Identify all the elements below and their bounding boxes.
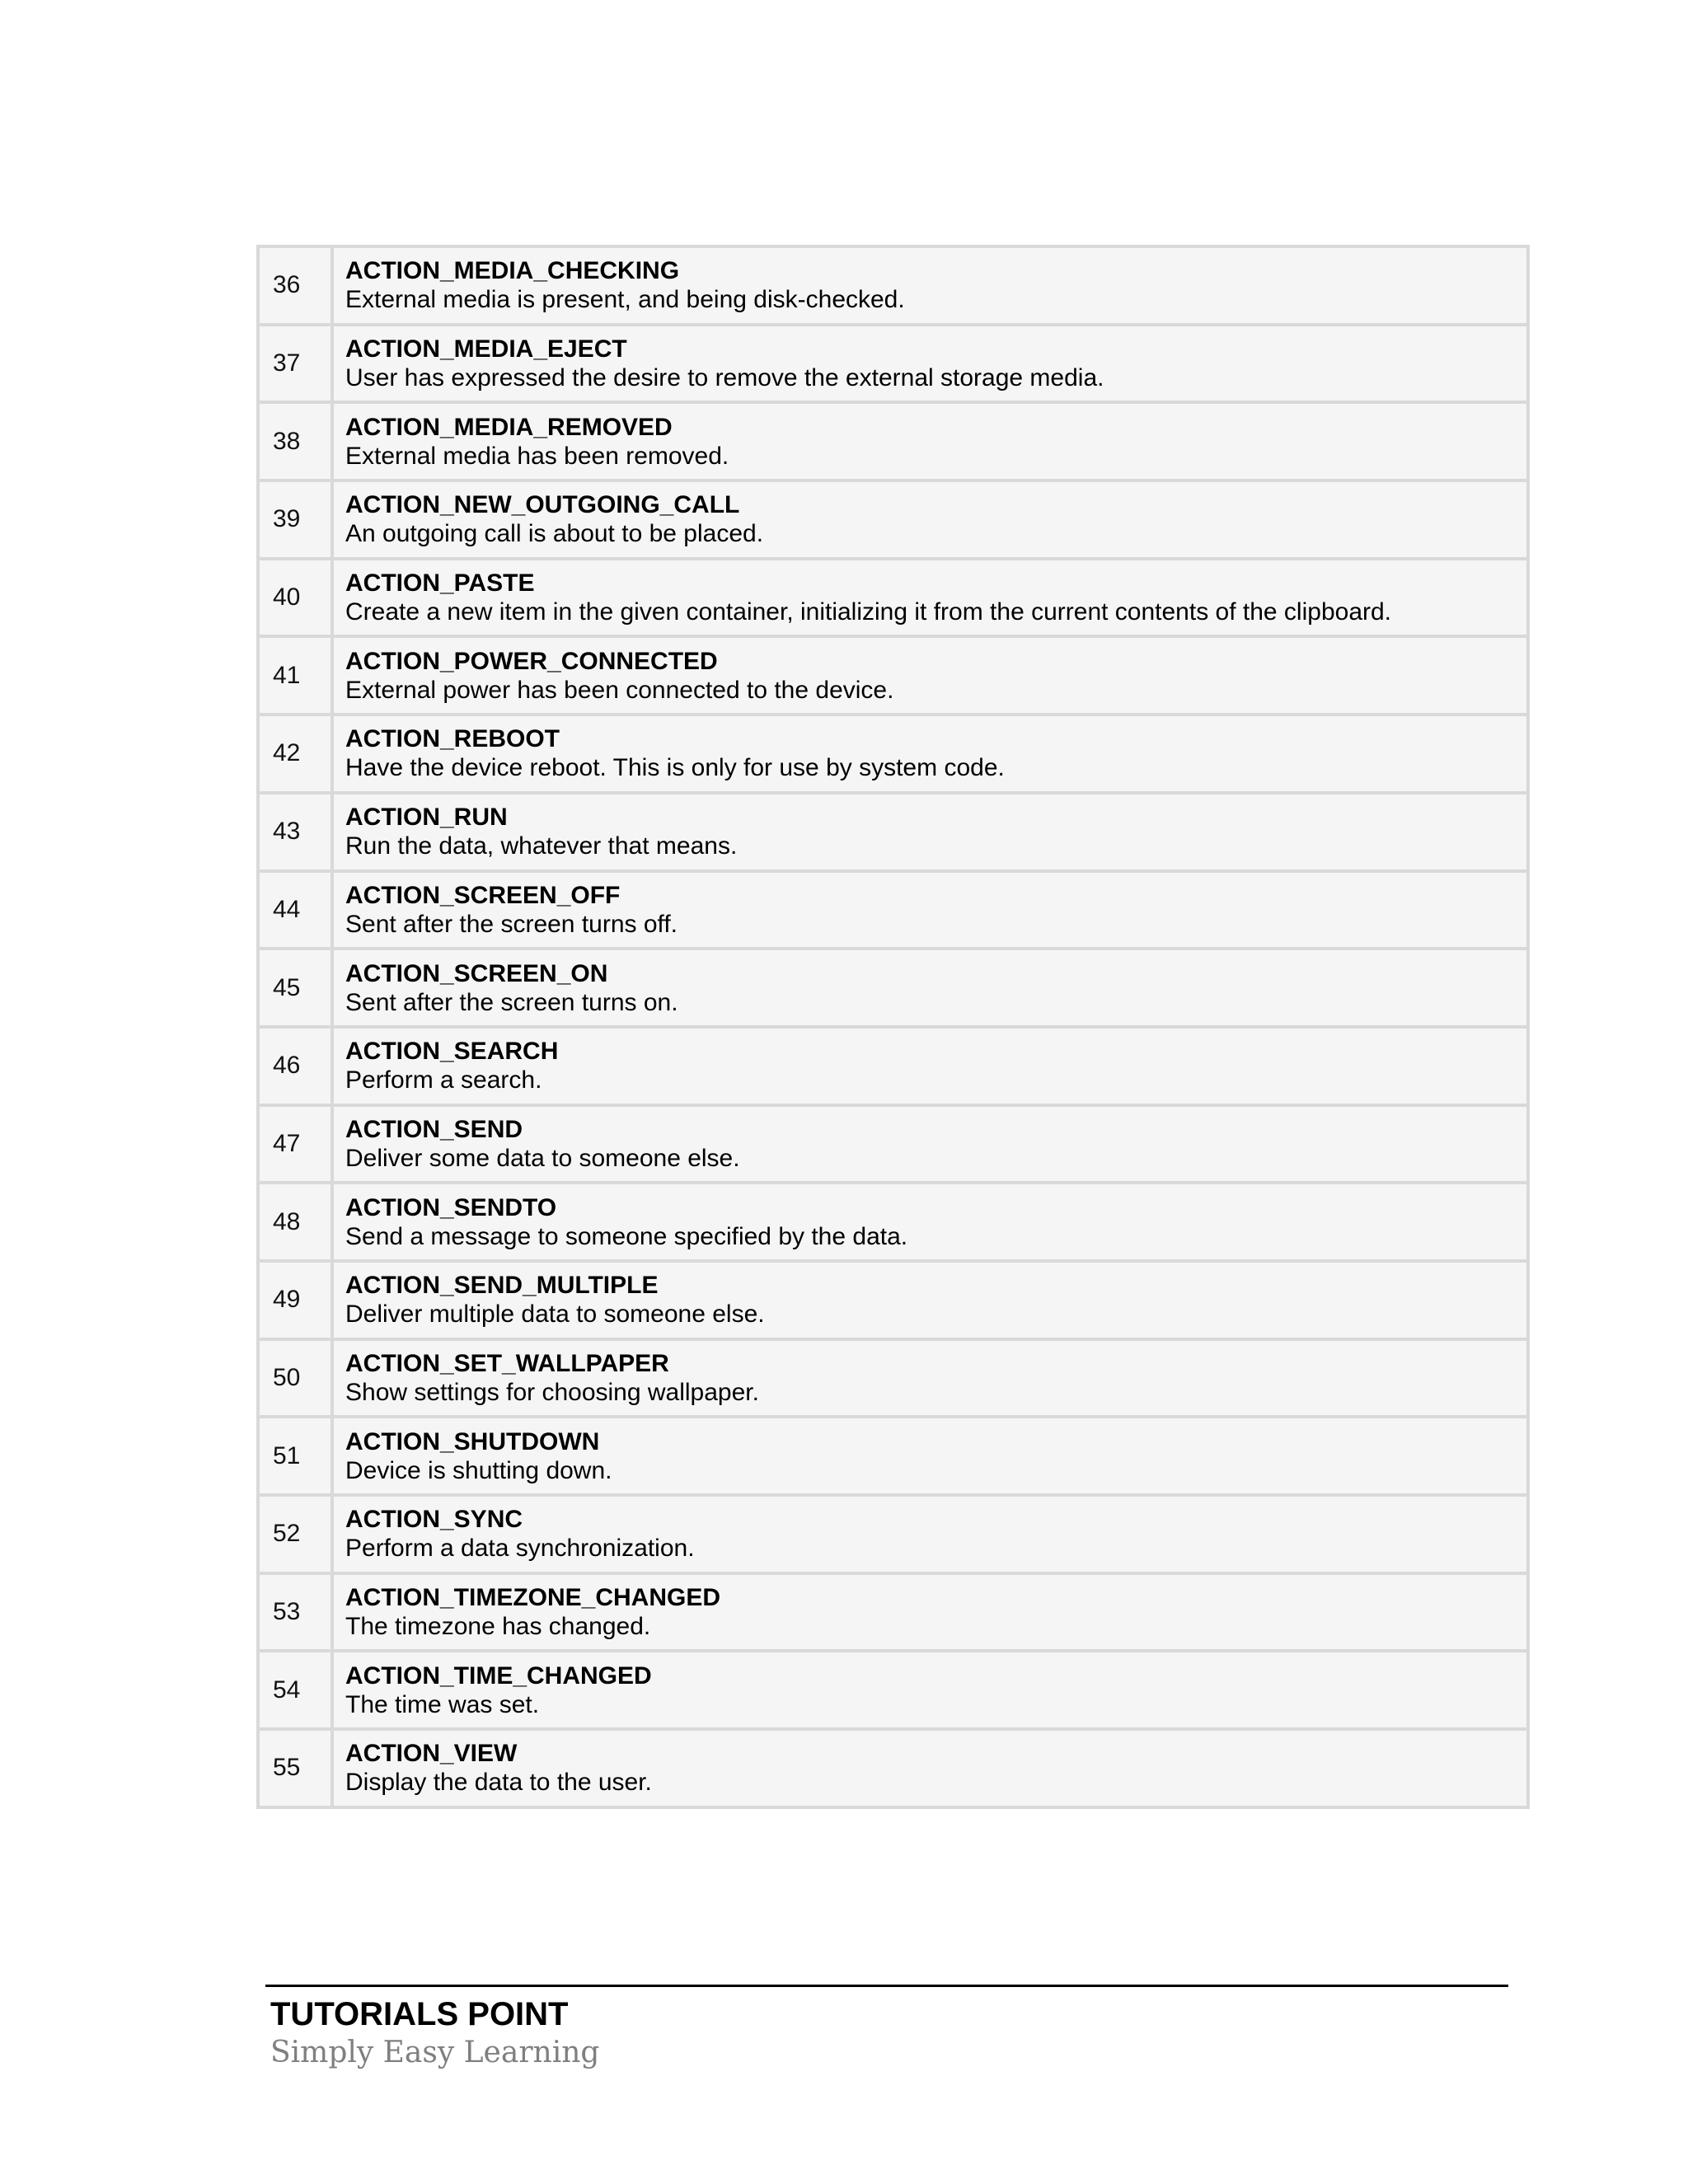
- table-row: [258, 1261, 1528, 1339]
- action-cell: [332, 1573, 1528, 1652]
- action-constant-name: ACTION_MEDIA_REMOVED: [345, 413, 673, 441]
- row-number: 49: [258, 1261, 332, 1339]
- table-row: [258, 871, 1528, 949]
- row-number: 50: [258, 1339, 332, 1418]
- table-row: [258, 1105, 1528, 1183]
- page-footer: [265, 1985, 1508, 2071]
- row-number: 46: [258, 1027, 332, 1105]
- action-cell: [332, 1417, 1528, 1495]
- action-description: Have the device reboot. This is only for use by system code.: [345, 754, 1005, 782]
- action-constant-name: ACTION_SENDTO: [345, 1193, 557, 1221]
- action-constant-name: ACTION_SHUTDOWN: [345, 1427, 600, 1455]
- row-number: 45: [258, 949, 332, 1027]
- table-row: [258, 480, 1528, 559]
- action-description: Perform a data synchronization.: [345, 1535, 695, 1563]
- row-number: 41: [258, 636, 332, 715]
- action-cell: [332, 480, 1528, 559]
- footer-divider: [265, 1985, 1508, 1987]
- action-cell: [332, 793, 1528, 871]
- intent-actions-table: [256, 245, 1530, 1809]
- action-description: Perform a search.: [345, 1066, 542, 1094]
- action-cell: [332, 402, 1528, 480]
- action-description: Sent after the screen turns on.: [345, 988, 678, 1016]
- action-description: Deliver some data to someone else.: [345, 1144, 740, 1172]
- action-description: Create a new item in the given container, initializing it from the current contents of the clipboard.: [345, 598, 1392, 626]
- row-number: 36: [258, 246, 332, 325]
- row-number: 39: [258, 480, 332, 559]
- action-constant-name: ACTION_SEND_MULTIPLE: [345, 1272, 659, 1300]
- action-cell: [332, 1339, 1528, 1418]
- action-description: Send a message to someone specified by the data.: [345, 1222, 908, 1250]
- table-body: [258, 246, 1528, 1807]
- action-constant-name: ACTION_NEW_OUTGOING_CALL: [345, 491, 740, 519]
- action-constant-name: ACTION_MEDIA_CHECKING: [345, 257, 680, 285]
- action-cell: [332, 1261, 1528, 1339]
- action-constant-name: ACTION_PASTE: [345, 569, 535, 598]
- action-cell: [332, 559, 1528, 637]
- action-cell: [332, 1105, 1528, 1183]
- row-number: 42: [258, 715, 332, 793]
- action-description: The timezone has changed.: [345, 1613, 651, 1641]
- action-description: Show settings for choosing wallpaper.: [345, 1378, 759, 1406]
- table-row: [258, 246, 1528, 325]
- table-row: [258, 1729, 1528, 1807]
- action-cell: [332, 1183, 1528, 1261]
- action-cell: [332, 325, 1528, 403]
- action-description: Deliver multiple data to someone else.: [345, 1301, 765, 1329]
- action-cell: [332, 636, 1528, 715]
- row-number: 51: [258, 1417, 332, 1495]
- action-description: An outgoing call is about to be placed.: [345, 520, 764, 548]
- action-description: Device is shutting down.: [345, 1456, 612, 1484]
- row-number: 47: [258, 1105, 332, 1183]
- action-cell: [332, 1729, 1528, 1807]
- action-description: Run the data, whatever that means.: [345, 832, 738, 860]
- action-constant-name: ACTION_SCREEN_ON: [345, 959, 608, 987]
- action-constant-name: ACTION_REBOOT: [345, 725, 560, 753]
- action-constant-name: ACTION_VIEW: [345, 1740, 518, 1768]
- row-number: 44: [258, 871, 332, 949]
- action-description: Display the data to the user.: [345, 1769, 652, 1797]
- action-cell: [332, 1651, 1528, 1729]
- action-constant-name: ACTION_SCREEN_OFF: [345, 881, 621, 909]
- row-number: 38: [258, 402, 332, 480]
- row-number: 53: [258, 1573, 332, 1652]
- action-constant-name: ACTION_SYNC: [345, 1506, 523, 1534]
- row-number: 37: [258, 325, 332, 403]
- table-row: [258, 325, 1528, 403]
- action-cell: [332, 246, 1528, 325]
- row-number: 54: [258, 1651, 332, 1729]
- action-description: External media has been removed.: [345, 442, 729, 470]
- table-row: [258, 636, 1528, 715]
- row-number: 55: [258, 1729, 332, 1807]
- table-row: [258, 715, 1528, 793]
- action-constant-name: ACTION_SEND: [345, 1115, 523, 1143]
- action-description: The time was set.: [345, 1690, 540, 1718]
- action-constant-name: ACTION_RUN: [345, 804, 508, 832]
- action-cell: [332, 1027, 1528, 1105]
- footer-tagline: Simply Easy Learning: [270, 2036, 600, 2069]
- action-description: Sent after the screen turns off.: [345, 910, 678, 938]
- table-row: [258, 1417, 1528, 1495]
- action-description: External media is present, and being disk-checked.: [345, 286, 905, 314]
- table-row: [258, 1651, 1528, 1729]
- table-row: [258, 1573, 1528, 1652]
- action-cell: [332, 949, 1528, 1027]
- action-constant-name: ACTION_TIMEZONE_CHANGED: [345, 1584, 721, 1612]
- action-constant-name: ACTION_MEDIA_EJECT: [345, 335, 627, 363]
- action-constant-name: ACTION_POWER_CONNECTED: [345, 647, 718, 675]
- action-description: User has expressed the desire to remove the external storage media.: [345, 364, 1104, 392]
- action-cell: [332, 1495, 1528, 1573]
- table-row: [258, 1339, 1528, 1418]
- action-constant-name: ACTION_SEARCH: [345, 1038, 559, 1066]
- action-constant-name: ACTION_TIME_CHANGED: [345, 1661, 652, 1690]
- table-row: [258, 1027, 1528, 1105]
- action-description: External power has been connected to the device.: [345, 676, 894, 704]
- row-number: 43: [258, 793, 332, 871]
- action-cell: [332, 871, 1528, 949]
- row-number: 52: [258, 1495, 332, 1573]
- row-number: 48: [258, 1183, 332, 1261]
- intent-actions-table-container: [256, 245, 1530, 1809]
- table-row: [258, 559, 1528, 637]
- action-cell: [332, 715, 1528, 793]
- table-row: [258, 402, 1528, 480]
- table-row: [258, 1495, 1528, 1573]
- table-row: [258, 949, 1528, 1027]
- footer-brand: TUTORIALS POINT: [270, 1996, 569, 2032]
- row-number: 40: [258, 559, 332, 637]
- action-constant-name: ACTION_SET_WALLPAPER: [345, 1349, 669, 1377]
- table-row: [258, 1183, 1528, 1261]
- table-row: [258, 793, 1528, 871]
